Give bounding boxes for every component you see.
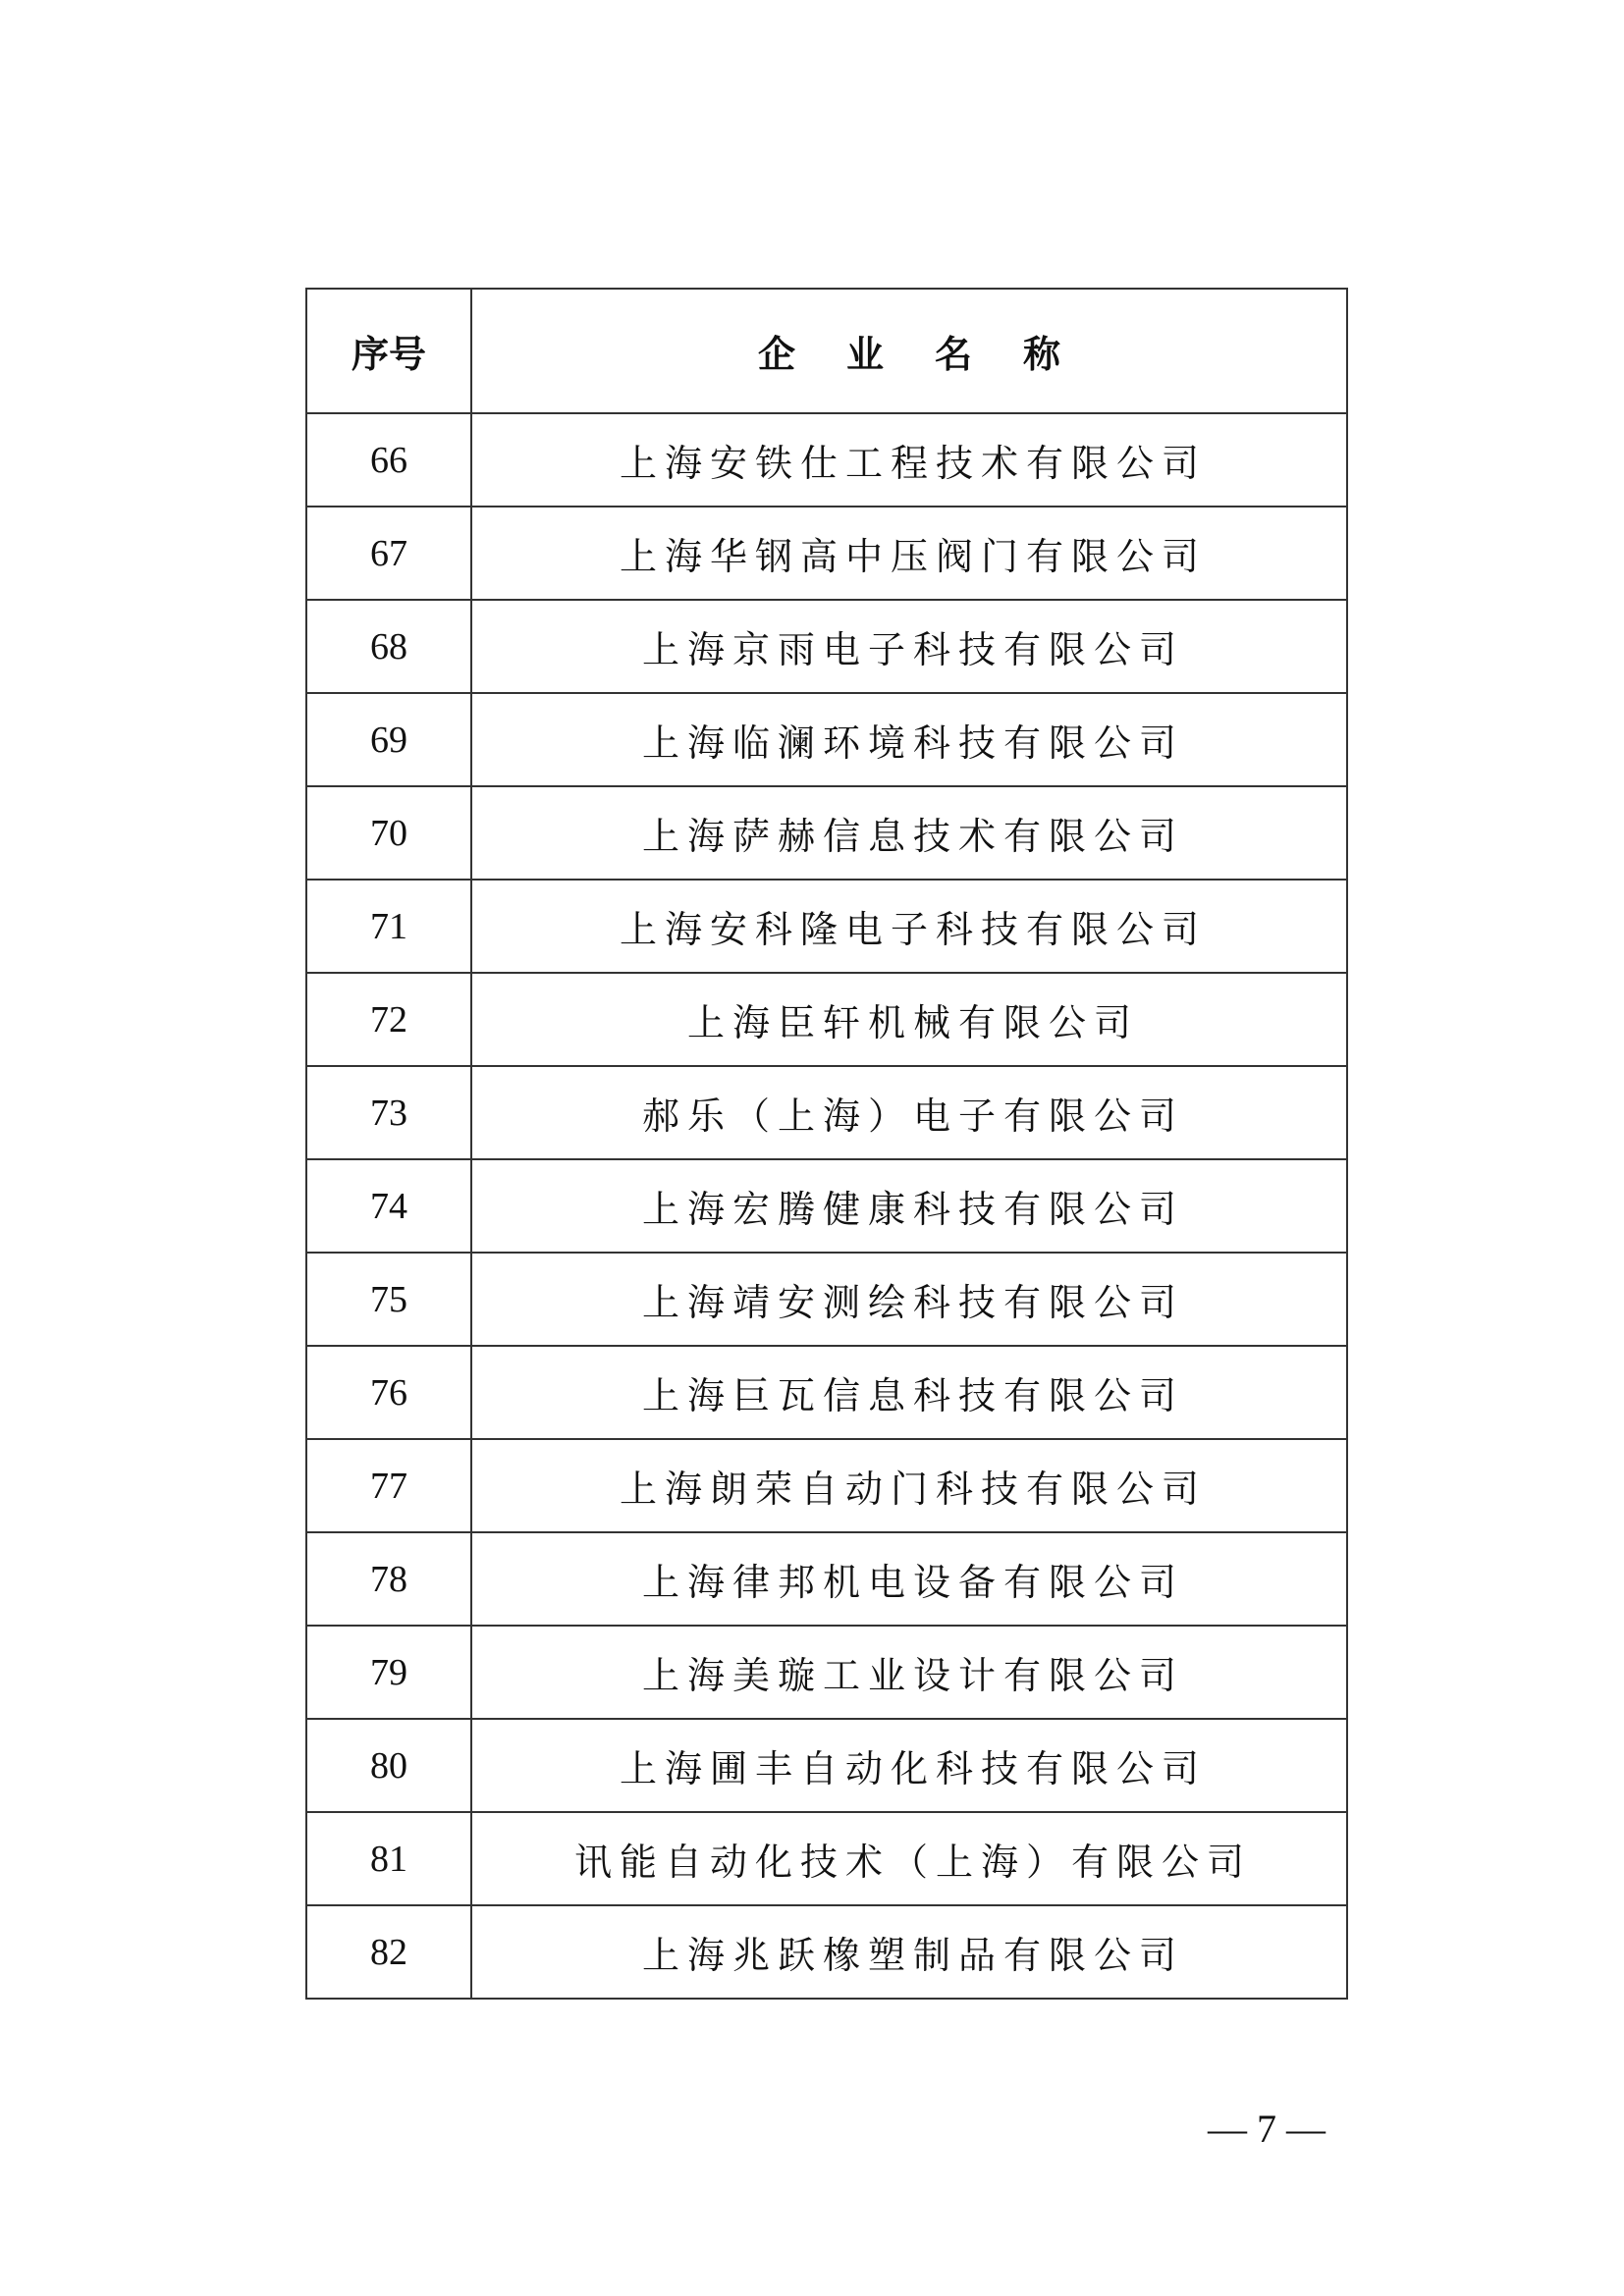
row-index: 66 [306, 413, 471, 507]
row-company-name: 上海安科隆电子科技有限公司 [471, 880, 1347, 973]
header-company-name: 企业名称 [471, 289, 1347, 413]
table-header-row [306, 289, 1347, 413]
row-company-name: 讯能自动化技术（上海）有限公司 [471, 1812, 1347, 1905]
table-row [306, 880, 1347, 973]
row-index: 67 [306, 507, 471, 600]
table-row [306, 1066, 1347, 1159]
row-index: 76 [306, 1346, 471, 1439]
header-index: 序号 [306, 289, 471, 413]
row-index: 77 [306, 1439, 471, 1532]
row-company-name: 上海美璇工业设计有限公司 [471, 1626, 1347, 1719]
row-company-name: 上海圃丰自动化科技有限公司 [471, 1719, 1347, 1812]
row-index: 75 [306, 1253, 471, 1346]
table-row [306, 693, 1347, 786]
row-company-name: 上海华钢高中压阀门有限公司 [471, 507, 1347, 600]
table-row [306, 1346, 1347, 1439]
table-row [306, 786, 1347, 880]
row-index: 79 [306, 1626, 471, 1719]
table-row [306, 413, 1347, 507]
table-row [306, 1159, 1347, 1253]
row-company-name: 上海萨赫信息技术有限公司 [471, 786, 1347, 880]
row-index: 81 [306, 1812, 471, 1905]
row-company-name: 上海朗荣自动门科技有限公司 [471, 1439, 1347, 1532]
row-index: 82 [306, 1905, 471, 1999]
row-index: 73 [306, 1066, 471, 1159]
row-company-name: 上海宏腾健康科技有限公司 [471, 1159, 1347, 1253]
table-row [306, 1532, 1347, 1626]
row-index: 70 [306, 786, 471, 880]
row-index: 69 [306, 693, 471, 786]
table-body [306, 413, 1347, 1999]
row-company-name: 郝乐（上海）电子有限公司 [471, 1066, 1347, 1159]
table-row [306, 1719, 1347, 1812]
row-index: 80 [306, 1719, 471, 1812]
table-row [306, 1812, 1347, 1905]
table-row [306, 973, 1347, 1066]
row-index: 72 [306, 973, 471, 1066]
company-table [305, 288, 1348, 2000]
table-row [306, 1626, 1347, 1719]
table-row [306, 1253, 1347, 1346]
row-company-name: 上海靖安测绘科技有限公司 [471, 1253, 1347, 1346]
row-company-name: 上海兆跃橡塑制品有限公司 [471, 1905, 1347, 1999]
row-index: 78 [306, 1532, 471, 1626]
row-company-name: 上海临澜环境科技有限公司 [471, 693, 1347, 786]
table-row [306, 1439, 1347, 1532]
row-company-name: 上海安铁仕工程技术有限公司 [471, 413, 1347, 507]
row-company-name: 上海京雨电子科技有限公司 [471, 600, 1347, 693]
row-index: 68 [306, 600, 471, 693]
table-row [306, 1905, 1347, 1999]
row-company-name: 上海巨瓦信息科技有限公司 [471, 1346, 1347, 1439]
table-row [306, 507, 1347, 600]
page-number: — 7 — [1208, 2107, 1326, 2151]
table-row [306, 600, 1347, 693]
row-index: 74 [306, 1159, 471, 1253]
row-company-name: 上海臣轩机械有限公司 [471, 973, 1347, 1066]
row-company-name: 上海律邦机电设备有限公司 [471, 1532, 1347, 1626]
row-index: 71 [306, 880, 471, 973]
